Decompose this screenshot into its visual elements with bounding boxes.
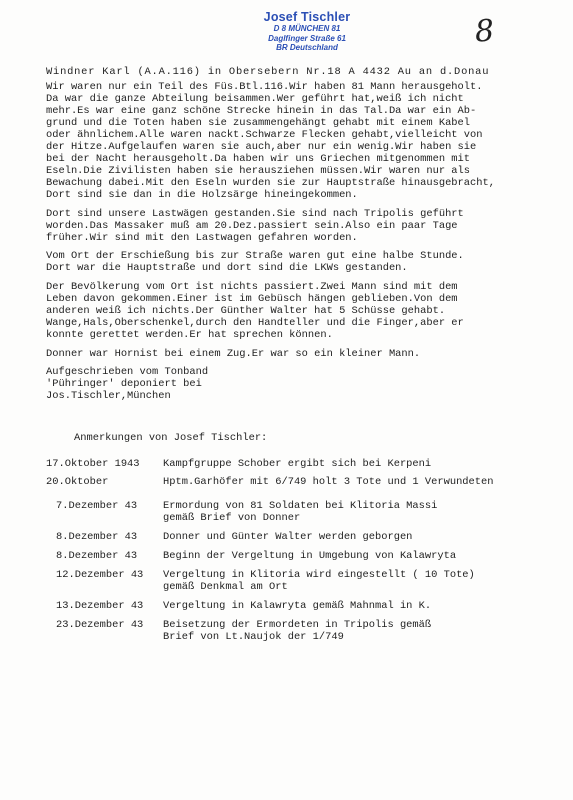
text-line: Dort sind unsere Lastwägen gestanden.Sie sind nach Tripolis geführt <box>46 208 464 220</box>
note-text: gemäß Denkmal am Ort <box>163 581 288 593</box>
note-date: 13.Dezember 43 <box>56 600 144 612</box>
text-line: worden.Das Massaker muß am 20.Dez.passiert sein.Also ein paar Tage <box>46 220 458 232</box>
note-date: 12.Dezember 43 <box>56 569 144 581</box>
document-header: Windner Karl (A.A.116) in Obersebern Nr.18 A 4432 Au an d.Donau <box>46 66 490 78</box>
note-date: 17.Oktober 1943 <box>46 458 140 470</box>
text-line: grund und die Toten haben sie zusammengehängt gehabt mit einem Kabel <box>46 117 471 129</box>
note-text: Beginn der Vergeltung in Umgebung von Kalawryta <box>163 550 457 562</box>
stamp-city: D 8 MÜNCHEN 81 <box>273 24 341 33</box>
text-line: Dort war die Hauptstraße und dort sind die LKWs gestanden. <box>46 262 408 274</box>
note-date: 23.Dezember 43 <box>56 619 144 631</box>
letterhead-stamp <box>237 10 377 53</box>
note-text: Kampfgruppe Schober ergibt sich bei Kerpeni <box>163 458 432 470</box>
note-text: gemäß Brief von Donner <box>163 512 301 524</box>
text-line: Der Bevölkerung vom Ort ist nichts passiert.Zwei Mann sind mit dem <box>46 281 458 293</box>
text-line: Bewachung dabei.Mit den Eseln wurden sie zur Hauptstraße hinausgebracht, <box>46 177 495 189</box>
text-line: anderen weiß ich nichts.Der Günther Walter hat 5 Schüsse gehabt. <box>46 305 446 317</box>
text-line: früher.Wir sind mit den Lastwagen gefahren worden. <box>46 232 358 244</box>
text-line: 'Pühringer' deponiert bei <box>46 378 202 390</box>
note-text: Brief von Lt.Naujok der 1/749 <box>163 631 344 643</box>
note-date: 8.Dezember 43 <box>56 550 138 562</box>
note-date: 20.Oktober <box>46 476 109 488</box>
notes-heading: Anmerkungen von Josef Tischler: <box>74 432 268 444</box>
note-text: Ermordung von 81 Soldaten bei Klitoria Massi <box>163 500 438 512</box>
note-text: Donner und Günter Walter werden geborgen <box>163 531 413 543</box>
note-date: 8.Dezember 43 <box>56 531 138 543</box>
note-date: 7.Dezember 43 <box>56 500 138 512</box>
text-line: mehr.Es war eine ganz schöne Strecke hinein in das Tal.Da war ein Ab- <box>46 105 477 117</box>
note-text: Beisetzung der Ermordeten in Tripolis gemäß <box>163 619 432 631</box>
text-line: Leben davon gekommen.Einer ist im Gebüsch hängen geblieben.Von dem <box>46 293 458 305</box>
text-line: konnte gerettet werden.Er hat sprechen können. <box>46 329 333 341</box>
text-line: Dort sind sie dan in die Holzsärge hineingekommen. <box>46 189 358 201</box>
stamp-street: Daglfinger Straße 61 <box>268 33 346 43</box>
handwritten-page-number: 8 <box>473 13 496 50</box>
text-line: Vom Ort der Erschießung bis zur Straße waren gut eine halbe Stunde. <box>46 250 464 262</box>
text-line: Aufgeschrieben vom Tonband <box>46 366 209 378</box>
note-text: Vergeltung in Klitoria wird eingestellt ( 10 Tote) <box>163 569 475 581</box>
text-line: Donner war Hornist bei einem Zug.Er war so ein kleiner Mann. <box>46 348 421 360</box>
stamp-name: Josef Tischler <box>263 10 351 24</box>
text-line: bei der Nacht herausgeholt.Da haben wir uns Griechen mitgenommen mit <box>46 153 471 165</box>
stamp-country: BR Deutschland <box>276 43 338 53</box>
text-line: der Hitze.Aufgelaufen waren sie auch,aber nur ein wenig.Wir haben sie <box>46 141 477 153</box>
text-line: Wir waren nur ein Teil des Füs.Btl.116.Wir haben 81 Mann herausgeholt. <box>46 81 483 93</box>
note-text: Vergeltung in Kalawryta gemäß Mahnmal in K. <box>163 600 432 612</box>
text-line: Jos.Tischler,München <box>46 390 171 402</box>
text-line: Da war die ganze Abteilung beisammen.Wer geführt hat,weiß ich nicht <box>46 93 464 105</box>
text-line: oder ähnlichem.Alle waren nackt.Schwarze Flecken gehabt,vielleicht von <box>46 129 483 141</box>
text-line: Eseln.Die Zivilisten haben sie herausziehen müssen.Wir waren nur als <box>46 165 471 177</box>
text-line: Wange,Hals,Oberschenkel,durch den Handteller und die Finger,aber er <box>46 317 464 329</box>
note-text: Hptm.Garhöfer mit 6/749 holt 3 Tote und 1 Verwundeten <box>163 476 494 488</box>
